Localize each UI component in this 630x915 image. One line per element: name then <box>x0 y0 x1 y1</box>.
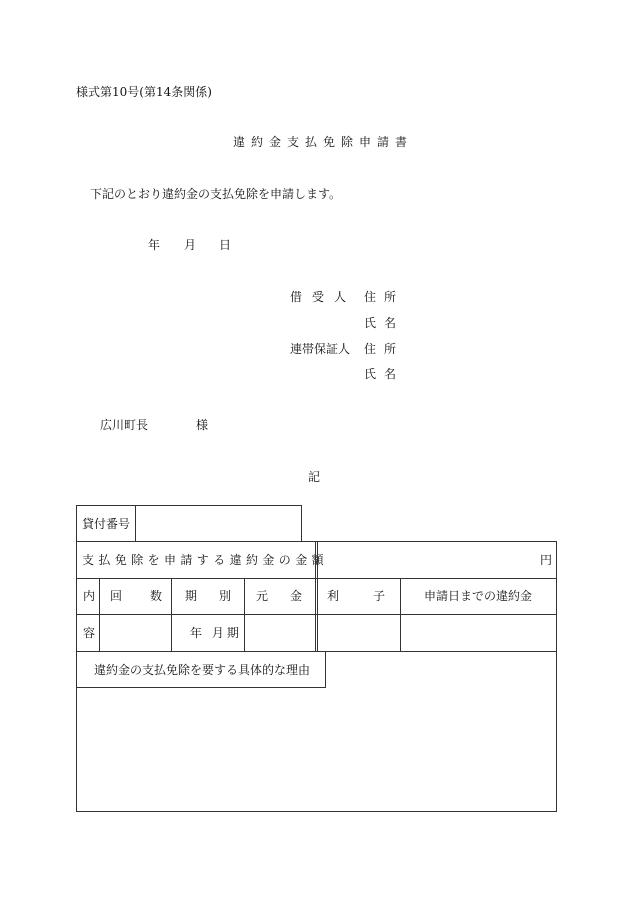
loan-number-input[interactable] <box>136 506 301 541</box>
reason-label: 違約金の支払免除を要する具体的な理由 <box>94 662 311 677</box>
document-title-text: 違約金支払免除申請書 <box>233 135 414 149</box>
header-ganjkin: 元金 <box>256 589 325 603</box>
borrower-address-label: 住所 <box>364 290 405 304</box>
reason-input[interactable] <box>80 692 552 808</box>
kaisuu-input[interactable] <box>100 615 170 650</box>
amount-label: 支払免除を申請する違約金の金額 <box>82 552 329 567</box>
yen-unit: 円 <box>540 552 553 567</box>
header-rishi: 利子 <box>327 589 420 603</box>
date-month: 月 <box>184 238 197 252</box>
guarantor-label: 連帯保証人 <box>290 342 351 356</box>
addressee-name: 広川町長 <box>100 418 149 432</box>
ganjkin-input[interactable] <box>245 615 314 650</box>
addressee-honorific: 様 <box>196 418 209 432</box>
guarantor-name-label: 氏名 <box>364 367 405 381</box>
form-number: 様式第10号(第14条関係) <box>76 85 212 99</box>
header-kaisuu: 回数 <box>110 589 191 603</box>
naiyou-label-top: 内 <box>83 589 96 603</box>
intro-text: 下記のとおり違約金の支払免除を申請します。 <box>90 187 342 201</box>
penalty-until-input[interactable] <box>401 615 556 650</box>
borrower-label: 借受人 <box>290 290 357 304</box>
header-penalty-until: 申請日までの違約金 <box>424 589 533 603</box>
date-day: 日 <box>219 238 232 252</box>
rishi-input[interactable] <box>319 615 399 650</box>
date-year: 年 <box>148 238 161 252</box>
guarantor-address-label: 住所 <box>364 342 405 356</box>
nen-tsuki-ki-label: 年 月期 <box>190 625 242 640</box>
header-kibetsu: 期別 <box>185 589 254 603</box>
naiyou-label-bottom: 容 <box>83 625 96 640</box>
amount-input[interactable] <box>320 542 540 577</box>
ki-heading: 記 <box>308 470 321 484</box>
borrower-name-label: 氏名 <box>364 316 405 330</box>
document-title <box>233 135 414 149</box>
loan-number-label: 貸付番号 <box>82 516 131 531</box>
